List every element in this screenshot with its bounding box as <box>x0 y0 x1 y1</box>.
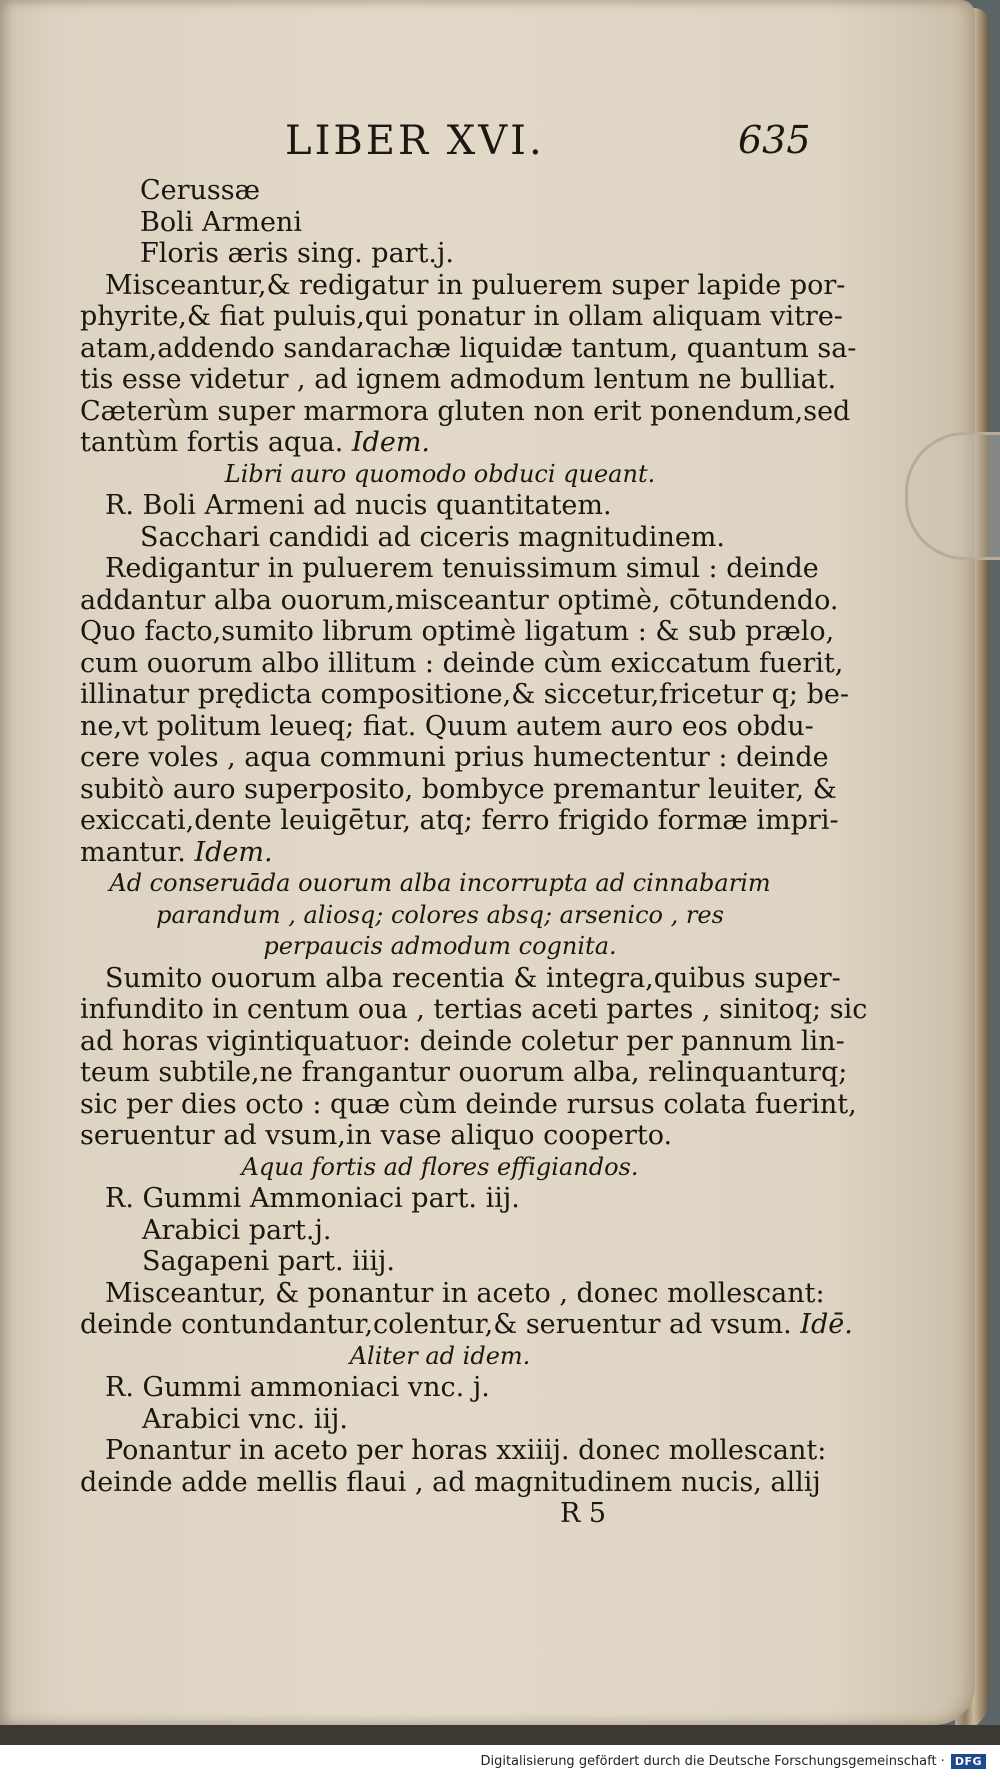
section-heading: parandum , aliosq; colores absq; arsenico , res <box>156 900 724 929</box>
section-heading: perpaucis admodum cognita. <box>263 932 617 960</box>
text-line: subitò auro superposito, bombyce premantur leuiter, & <box>80 773 837 805</box>
text-line: deinde adde mellis flaui , ad magnitudinem nucis, allij <box>80 1466 821 1498</box>
text-line: atam,addendo sandarachæ liquidæ tantum, quantum sa- <box>80 332 857 364</box>
text-line: mantur. Idem. <box>80 836 273 868</box>
section-heading: Ad conseruāda ouorum alba incorrupta ad cinnabarim <box>109 869 771 897</box>
text-line: R. Gummi ammoniaci vnc. j. <box>105 1372 490 1403</box>
text-line: Ponantur in aceto per horas xxiiij. donec mollescant: <box>105 1435 827 1466</box>
text-line: Floris æris sing. part.j. <box>140 238 454 269</box>
attribution: Idē. <box>800 1309 853 1340</box>
text-line: exiccati,dente leuigētur, atq; ferro frigido formæ impri- <box>80 805 839 836</box>
signature-mark: R 5 <box>560 1498 607 1529</box>
text-line: tantùm fortis aqua. Idem. <box>80 427 431 458</box>
text-line: Sacchari candidi ad ciceris magnitudinem. <box>140 521 725 553</box>
text-line: seruentur ad vsum,in vase aliquo cooperto. <box>80 1120 673 1151</box>
text-line: teum subtile,ne frangantur ouorum alba, relinquanturq; <box>80 1057 848 1088</box>
text-line: cere voles , aqua communi prius humectentur : deinde <box>80 742 829 773</box>
text-line: Misceantur,& redigatur in puluerem super lapide por- <box>105 269 846 301</box>
section-heading: Aqua fortis ad flores effigiandos. <box>241 1152 639 1181</box>
page-number: 635 <box>738 118 811 162</box>
running-title: LIBER XVI. <box>285 118 545 164</box>
text-line: R. Boli Armeni ad nucis quantitatem. <box>105 490 612 521</box>
dfg-logo: DFG <box>951 1754 986 1769</box>
credit-text: Digitalisierung gefördert durch die Deutsche Forschungsgemeinschaft · <box>480 1754 945 1769</box>
text-line: Quo facto,sumito librum optimè ligatum : & sub prælo, <box>80 616 835 647</box>
section-heading: Aliter ad idem. <box>349 1341 531 1370</box>
text-line: addantur alba ouorum,misceantur optimè, cōtundendo. <box>80 584 839 616</box>
text-line: tis esse videtur , ad ignem admodum lentum ne bulliat. <box>80 364 837 395</box>
text-line: phyrite,& fiat puluis,qui ponatur in ollam aliquam vitre- <box>80 301 843 332</box>
text-line: deinde contundantur,colentur,& seruentur ad vsum. Idē. <box>80 1309 853 1340</box>
text-line: R. Gummi Ammoniaci part. iij. <box>105 1183 520 1214</box>
text-line: ne,vt politum leueq; fiat. Quum autem auro eos obdu- <box>80 710 814 742</box>
attribution: Idem. <box>194 836 273 868</box>
text-line: Cerussæ <box>140 175 261 206</box>
scanner-bed <box>0 1725 1000 1745</box>
digitization-credit <box>0 1745 1000 1778</box>
text-line: Misceantur, & ponantur in aceto , donec mollescant: <box>105 1277 825 1309</box>
text-line: Cæterùm super marmora gluten non erit ponendum,sed <box>80 395 851 427</box>
attribution: Idem. <box>351 427 431 458</box>
text-line: Arabici vnc. iij. <box>142 1403 348 1435</box>
text-line: ad horas vigintiquatuor: deinde coletur per pannum lin- <box>80 1025 845 1057</box>
page-text <box>80 175 868 1530</box>
text-line: Redigantur in puluerem tenuissimum simul : deinde <box>105 553 819 584</box>
text-line: Boli Armeni <box>140 206 302 238</box>
section-heading: Libri auro quomodo obduci queant. <box>224 459 656 488</box>
text-line: cum ouorum albo illitum : deinde cùm exiccatum fuerit, <box>80 647 844 679</box>
text-line: sic per dies octo : quæ cùm deinde rursus colata fuerint, <box>80 1088 857 1120</box>
text-line: Arabici part.j. <box>142 1214 332 1246</box>
text-line: Sagapeni part. iiij. <box>142 1246 396 1277</box>
text-line: Sumito ouorum alba recentia & integra,quibus super- <box>105 962 841 994</box>
text-line: infundito in centum oua , tertias aceti partes , sinitoq; sic <box>80 994 868 1025</box>
text-line: illinatur prędicta compositione,& siccetur,fricetur q; be- <box>80 679 849 710</box>
